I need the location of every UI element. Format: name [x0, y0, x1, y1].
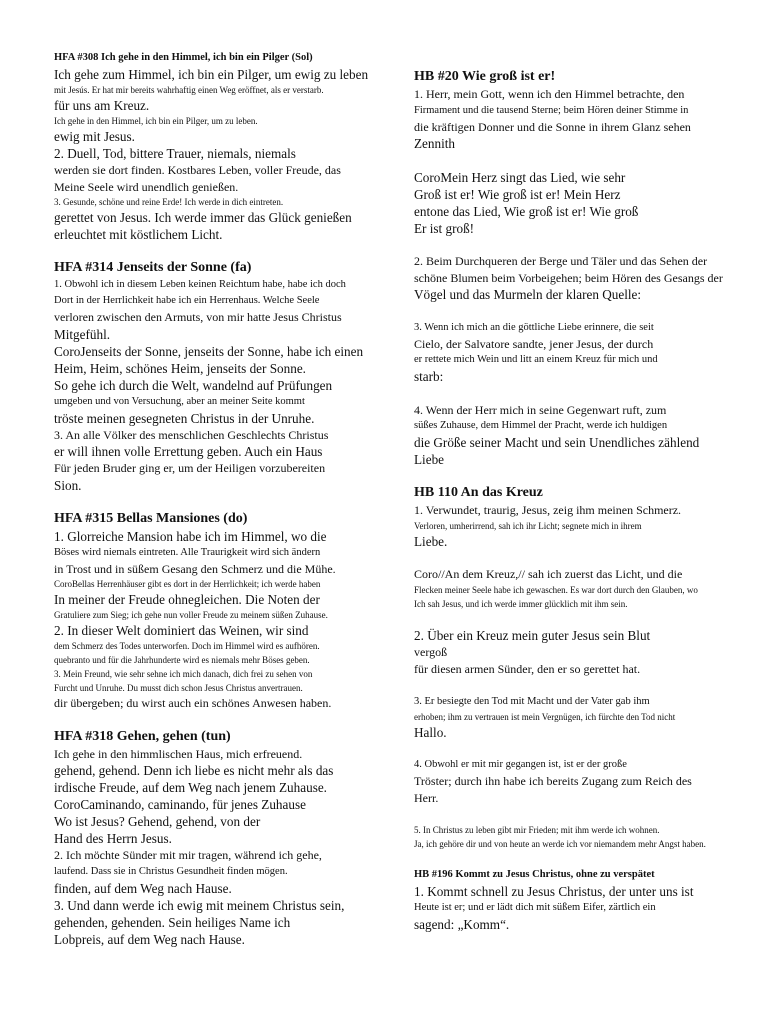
- hymn-line: Liebe.: [414, 533, 448, 549]
- hymn-line: für uns am Kreuz.: [54, 98, 150, 113]
- hymn-line: 1. Herr, mein Gott, wenn ich den Himmel betrachte, den: [414, 87, 685, 101]
- hymn-line: 3. Er besiegte den Tod mit Macht und der Vater gab ihm: [414, 695, 650, 707]
- hymn-line: werden sie dort finden. Kostbares Leben, voller Freude, das: [54, 163, 341, 177]
- hymn-title: HFA #314 Jenseits der Sonne (fa): [54, 260, 252, 275]
- hymn-title: HB #196 Kommt zu Jesus Christus, ohne zu verspätet: [414, 868, 655, 880]
- hymn-line: Sion.: [54, 477, 82, 493]
- hymn-line: mit Jesús. Er hat mir bereits wahrhaftig einen Weg eröffnet, als er verstarb.: [54, 85, 324, 95]
- hymn-line: Lobpreis, auf dem Weg nach Hause.: [54, 931, 245, 947]
- hymn-line: sagend: „Komm“.: [414, 916, 510, 932]
- hymn-line: dir übergeben; du wirst auch ein schönes Anwesen haben.: [54, 696, 332, 710]
- left-column: [54, 50, 394, 948]
- hymn-line: Tröster; durch ihn habe ich bereits Zugang zum Reich des: [414, 774, 692, 788]
- hymn-line: umgeben und von Versuchung, aber an meiner Seite kommt: [54, 395, 305, 407]
- hymn-line: irdische Freude, auf dem Weg nach jenem Zuhause.: [54, 780, 327, 795]
- hymn-line: gehenden, gehenden. Sein heiliges Name ich: [54, 914, 291, 930]
- hymn-title: HFA #318 Gehen, gehen (tun): [54, 728, 231, 744]
- section-gap: [54, 243, 394, 259]
- hymn-line: Ich gehe zum Himmel, ich bin ein Pilger, um ewig zu leben: [54, 67, 369, 82]
- hymn-line: Böses wird niemals eintreten. Alle Traurigkeit wird sich ändern: [54, 546, 321, 558]
- hymn-line: In meiner der Freude ohnegleichen. Die Noten der: [54, 592, 320, 607]
- hymn-line: Liebe: [414, 452, 445, 467]
- hymn-line: Groß ist er! Wie groß ist er! Mein Herz: [414, 186, 621, 202]
- hymn-line: erleuchtet mit köstlichem Licht.: [54, 227, 223, 242]
- hymn-line: Ich gehe in den Himmel, ich bin ein Pilger, um zu leben.: [54, 116, 258, 126]
- hymn-line: gerettet von Jesus. Ich werde immer das Glück genießen: [54, 210, 352, 225]
- blank-line: [414, 677, 764, 694]
- hymn-line: 1. Glorreiche Mansion habe ich im Himmel, wo die: [54, 528, 327, 544]
- hymn-line: Cielo, der Salvatore sandte, jener Jesus, der durch: [414, 336, 654, 351]
- hymn-line: 3. Wenn ich mich an die göttliche Liebe erinnere, die seit: [414, 321, 654, 333]
- hymn-line: Herr.: [414, 790, 439, 805]
- hymn-line: 2. Über ein Kreuz mein guter Jesus sein Blut: [414, 628, 651, 643]
- hymn-line: CoroCaminando, caminando, für jenes Zuhause: [54, 797, 306, 812]
- hymn-line: Coro//An dem Kreuz,// sah ich zuerst das Licht, und die: [414, 567, 683, 581]
- right-column: [414, 68, 764, 933]
- hymn-line: ewig mit Jesus.: [54, 129, 135, 144]
- hymn-line: Ja, ich gehöre dir und von heute an werde ich vor niemandem mehr Angst haben.: [414, 838, 706, 849]
- hymn-hb-110: [414, 484, 764, 851]
- hymn-line: CoroBellas Herrenhäuser gibt es dort in der Herrlichkeit; ich werde haben: [54, 579, 321, 589]
- blank-line: [414, 806, 764, 823]
- hymn-line: finden, auf dem Weg nach Hause.: [54, 880, 232, 896]
- hymn-line: Heute ist er; und er lädt dich mit süßem Eifer, zärtlich ein: [414, 901, 656, 913]
- hymn-title: HB 110 An das Kreuz: [414, 485, 543, 500]
- blank-line: [414, 152, 764, 169]
- hymn-line: starb:: [414, 369, 444, 384]
- hymn-line: Mitgefühl.: [54, 326, 111, 342]
- hymn-title: HFA #308 Ich gehe in den Himmel, ich bin ein Pilger (Sol): [54, 52, 313, 63]
- hymn-line: Für jeden Bruder ging er, um der Heiligen vorzubereiten: [54, 461, 326, 475]
- section-gap: [414, 851, 764, 867]
- hymn-line: in Trost und in süßem Gesang den Schmerz und die Mühe.: [54, 561, 336, 576]
- section-gap: [414, 468, 764, 484]
- blank-line: [414, 385, 764, 402]
- hymn-line: Hallo.: [414, 724, 447, 740]
- hymn-line: 3. An alle Völker des menschlichen Geschlechts Christus: [54, 427, 329, 442]
- hymn-hfa-314: [54, 259, 394, 494]
- blank-line: [414, 237, 764, 254]
- hymn-line: quebranto und für die Jahrhunderte wird es niemals mehr Böses geben.: [54, 655, 310, 665]
- hymn-title: HB #20 Wie groß ist er!: [414, 69, 556, 84]
- blank-line: [414, 303, 764, 320]
- blank-line: [414, 741, 764, 758]
- hymn-line: Firmament und die tausend Sterne; beim Hören deiner Stimme in: [414, 104, 689, 116]
- hymn-line: CoroMein Herz singt das Lied, wie sehr: [414, 169, 626, 185]
- hymn-hfa-308: [54, 50, 394, 243]
- hymn-line: Ich gehe in den himmlischen Haus, mich erfreuend.: [54, 746, 303, 761]
- blank-line: [414, 550, 764, 567]
- hymn-line: Vögel und das Murmeln der klaren Quelle:: [414, 287, 642, 302]
- hymn-line: 5. In Christus zu leben gibt mir Frieden; mit ihm werde ich wohnen.: [414, 824, 660, 835]
- hymn-line: 2. Ich möchte Sünder mit mir tragen, während ich gehe,: [54, 848, 322, 862]
- hymn-line: dem Schmerz des Todes unterworfen. Doch im Himmel wird es aufhören.: [54, 641, 320, 651]
- hymn-line: die Größe seiner Macht und sein Unendliches zählend: [414, 435, 700, 450]
- hymn-line: für diesen armen Sünder, den er so gerettet hat.: [414, 661, 641, 676]
- hymn-hb-20: [414, 68, 764, 468]
- hymn-line: Dort in der Herrlichkeit habe ich ein Herrenhaus. Welche Seele: [54, 295, 320, 306]
- hymn-line: 3. Gesunde, schöne und reine Erde! Ich werde in dich eintreten.: [54, 197, 284, 207]
- hymn-line: 4. Obwohl er mit mir gegangen ist, ist er der große: [414, 759, 627, 770]
- hymn-line: Furcht und Unruhe. Du musst dich schon Jesus Christus anvertrauen.: [54, 683, 303, 693]
- section-gap: [54, 712, 394, 728]
- hymn-line: tröste meinen gesegneten Christus in der Unruhe.: [54, 410, 315, 426]
- hymn-line: Gratuliere zum Sieg; ich gehe nun voller Freude zu meinem süßen Zuhause.: [54, 610, 328, 620]
- hymn-line: gehend, gehend. Denn ich liebe es nicht mehr als das: [54, 763, 334, 778]
- hymn-line: entone das Lied, Wie groß ist er! Wie groß: [414, 203, 639, 219]
- hymn-line: er rettete mich Wein und litt an einem Kreuz für mich und: [414, 354, 658, 365]
- blank-line: [414, 611, 764, 628]
- hymn-line: Verloren, umherirrend, sah ich ihr Licht; segnete mich in ihrem: [414, 520, 642, 531]
- hymn-line: Wo ist Jesus? Gehend, gehend, von der: [54, 814, 261, 829]
- hymn-line: 2. In dieser Welt dominiert das Weinen, wir sind: [54, 623, 309, 638]
- hymn-hfa-318: [54, 728, 394, 948]
- hymn-line: 3. Mein Freund, wie sehr sehne ich mich danach, dich frei zu sehen von: [54, 669, 313, 679]
- hymn-line: Flecken meiner Seele habe ich gewaschen. Es war dort durch den Glauben, wo: [414, 584, 698, 595]
- hymn-line: So gehe ich durch die Welt, wandelnd auf Prüfungen: [54, 377, 333, 393]
- hymn-line: schöne Blumen beim Vorbeigehen; beim Hören des Gesangs der: [414, 270, 723, 285]
- hymn-line: 3. Und dann werde ich ewig mit meinem Christus sein,: [54, 897, 345, 913]
- hymn-line: die kräftigen Donner und die Sonne in ihrem Glanz sehen: [414, 119, 691, 134]
- hymn-line: Hand des Herrn Jesus.: [54, 831, 172, 846]
- hymn-line: erhoben; ihm zu vertrauen ist mein Vergnügen, ich fürchte den Tod nicht: [414, 711, 676, 722]
- hymn-line: Heim, Heim, schönes Heim, jenseits der Sonne.: [54, 360, 306, 376]
- hymn-title: HFA #315 Bellas Mansiones (do): [54, 510, 248, 526]
- hymn-line: vergoß: [414, 645, 448, 659]
- hymn-hfa-315: [54, 510, 394, 712]
- hymn-line: 2. Duell, Tod, bittere Trauer, niemals, niemals: [54, 146, 296, 161]
- hymn-line: verloren zwischen den Armuts, von mir hatte Jesus Christus: [54, 310, 342, 324]
- section-gap: [54, 494, 394, 510]
- hymn-line: Meine Seele wird unendlich genießen.: [54, 179, 239, 194]
- hymn-line: laufend. Dass sie in Christus Gesundheit finden mögen.: [54, 865, 288, 877]
- hymn-line: Zennith: [414, 136, 456, 151]
- hymn-line: Er ist groß!: [414, 220, 475, 236]
- hymn-hb-196: [414, 867, 764, 933]
- hymn-line: süßes Zuhause, dem Himmel der Pracht, werde ich huldigen: [414, 420, 668, 431]
- hymn-line: Ich sah Jesus, und ich werde immer glücklich mit ihm sein.: [414, 598, 628, 609]
- hymn-line: 1. Obwohl ich in diesem Leben keinen Reichtum habe, habe ich doch: [54, 279, 346, 290]
- hymn-line: CoroJenseits der Sonne, jenseits der Sonne, habe ich einen: [54, 343, 364, 359]
- hymn-line: 2. Beim Durchqueren der Berge und Täler und das Sehen der: [414, 254, 708, 268]
- hymn-line: er will ihnen volle Errettung geben. Auch ein Haus: [54, 444, 323, 459]
- hymn-line: 1. Kommt schnell zu Jesus Christus, der unter uns ist: [414, 883, 694, 899]
- hymn-line: 1. Verwundet, traurig, Jesus, zeig ihm meinen Schmerz.: [414, 503, 682, 517]
- hymn-line: 4. Wenn der Herr mich in seine Gegenwart ruft, zum: [414, 402, 667, 417]
